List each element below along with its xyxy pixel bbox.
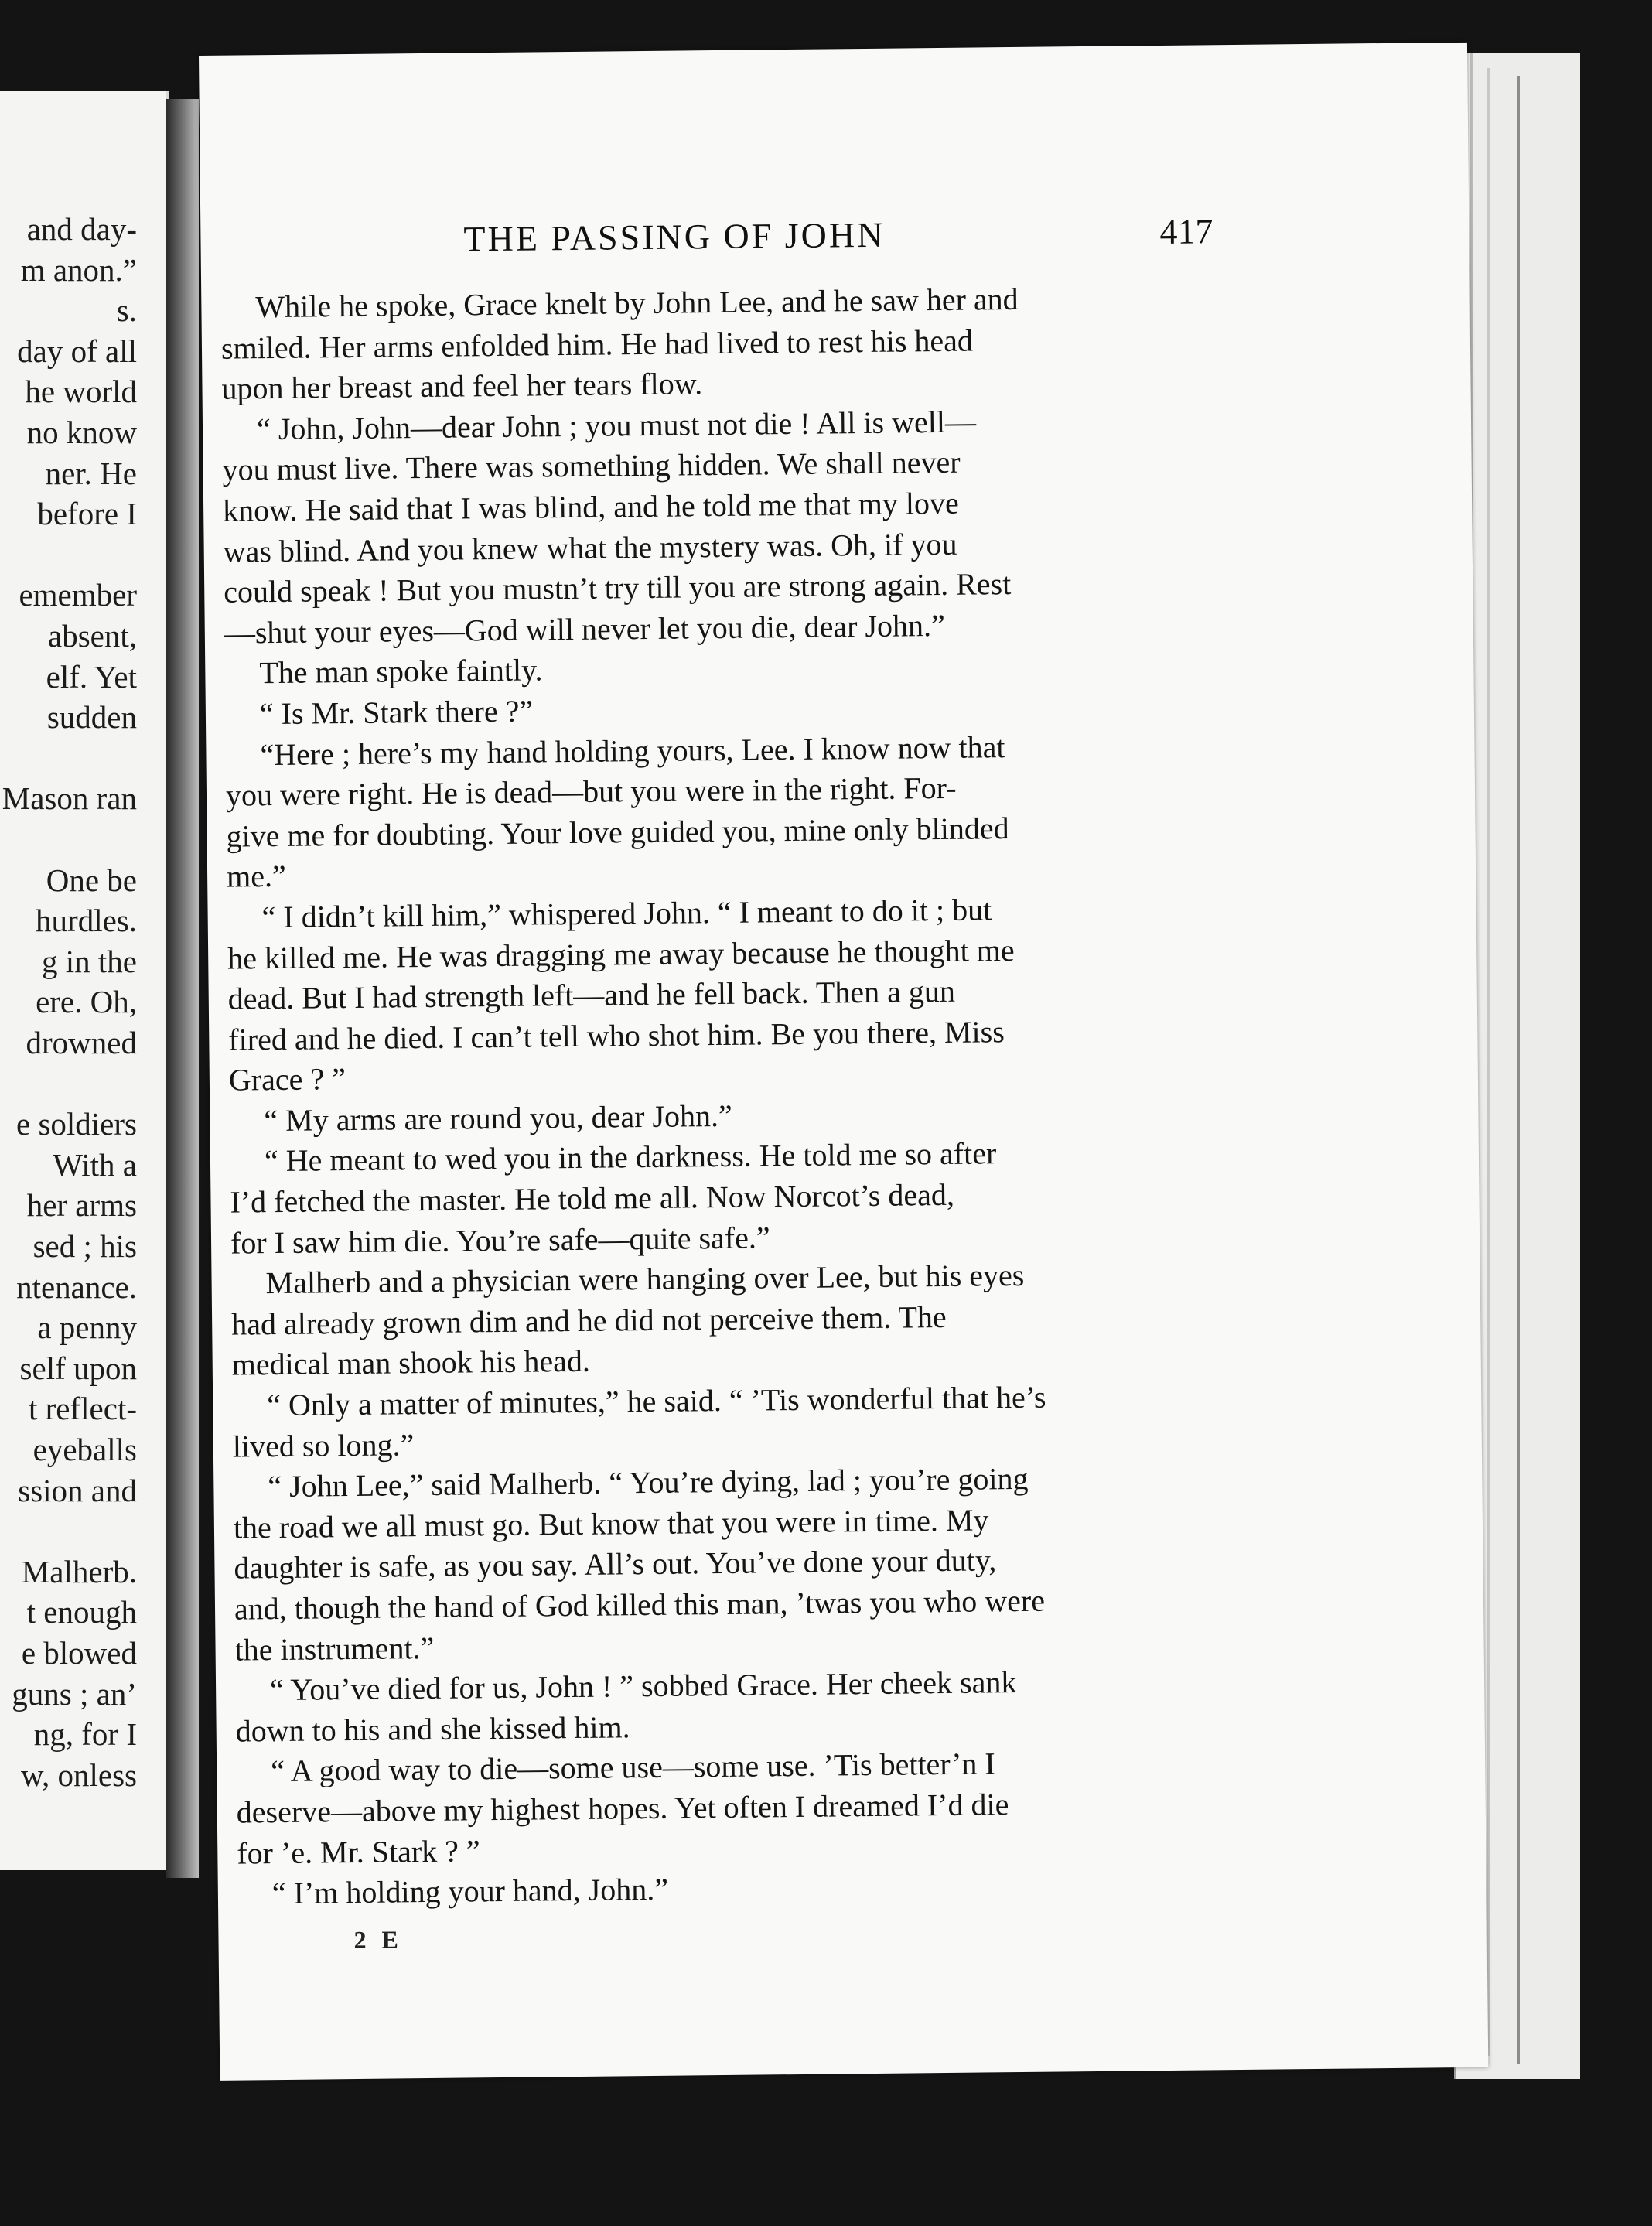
text-line: “ You’ve died for us, John ! ” sobbed Grace. Her cheek sank — [269, 1664, 1017, 1708]
left-page-line: t reflect- — [29, 1391, 137, 1427]
text-line: While he spoke, Grace knelt by John Lee, and he saw her and — [255, 281, 1019, 325]
text-line: “ John Lee,” said Malherb. “ You’re dying, lad ; you’re going — [268, 1461, 1029, 1504]
left-page-line: With a — [53, 1146, 137, 1183]
text-line: “ A good way to die—some use—some use. ’Tis better’n I — [270, 1746, 995, 1789]
text-line: Malherb and a physician were hanging over Lee, but his eyes — [265, 1258, 1025, 1301]
left-page-line: drowned — [26, 1025, 137, 1060]
text-line: me.” — [226, 859, 286, 894]
text-line: I’d fetched the master. He told me all. Now Norcot’s dead, — [230, 1176, 955, 1220]
left-page-line: g in the — [42, 943, 137, 979]
left-page-line: sudden — [46, 699, 137, 736]
text-line: —shut your eyes—God will never let you die, dear John.” — [224, 607, 946, 650]
text-line: the instrument.” — [234, 1630, 435, 1668]
left-page-line: ere. Oh, — [36, 984, 137, 1020]
left-page-line: and day- — [26, 211, 137, 247]
text-line: “ I’m holding your hand, John.” — [271, 1871, 669, 1911]
book-gutter — [166, 99, 199, 1878]
text-line: you were right. He is dead—but you were in the right. For- — [225, 770, 957, 813]
text-line: Grace ? ” — [228, 1061, 346, 1098]
left-page-line: no know — [26, 415, 137, 450]
text-line: “ He meant to wed you in the darkness. He told me so after — [264, 1135, 997, 1179]
text-line: The man spoke faintly. — [259, 652, 543, 691]
body-text — [220, 277, 1243, 1914]
signature-mark: 2 E — [353, 1925, 404, 1955]
page-header — [200, 208, 1469, 275]
left-page-line: guns ; an’ — [12, 1675, 137, 1712]
left-page-line: t enough — [26, 1594, 137, 1630]
text-line: “ John, John—dear John ; you must not die ! All is well— — [256, 404, 977, 447]
left-page-line: day of all — [17, 333, 137, 369]
text-line: medical man shook his head. — [231, 1343, 591, 1383]
page-number: 417 — [1159, 211, 1213, 252]
text-line: deserve—above my highest hopes. Yet often I dreamed I’d die — [236, 1787, 1009, 1830]
left-page-line: e blowed — [21, 1635, 137, 1671]
text-line: know. He said that I was blind, and he told me that my love — [222, 485, 960, 528]
text-line: “ Is Mr. Stark there ?” — [259, 693, 534, 732]
text-line: had already grown dim and he did not perceive them. The — [230, 1299, 947, 1342]
left-page-line: hurdles. — [36, 903, 137, 939]
text-line: lived so long.” — [232, 1426, 415, 1464]
text-line: for ’e. Mr. Stark ? ” — [237, 1832, 480, 1871]
text-line: he killed me. He was dragging me away because he thought me — [227, 932, 1015, 976]
left-page-line: elf. Yet — [46, 658, 137, 695]
text-line: “ My arms are round you, dear John.” — [264, 1098, 732, 1139]
left-page-line: absent, — [48, 618, 137, 654]
text-line: and, though the hand of God killed this man, ’twas you who were — [234, 1582, 1046, 1627]
text-line: give me for doubting. Your love guided you, mine only blinded — [226, 810, 1009, 854]
text-line: the road we all must go. But know that you were in time. My — [233, 1502, 989, 1545]
text-line: down to his and she kissed him. — [235, 1709, 630, 1749]
left-page-line: emember — [19, 577, 137, 613]
left-page-line: he world — [25, 374, 137, 410]
left-page-line: m anon.” — [20, 251, 137, 288]
left-page-line: before I — [37, 496, 137, 532]
left-page-line: e soldiers — [16, 1106, 137, 1142]
left-page-line: s. — [116, 292, 137, 329]
left-page-line: eyeballs — [32, 1432, 137, 1467]
book-page — [199, 43, 1488, 2081]
text-line: you must live. There was something hidden. We shall never — [222, 445, 961, 488]
text-line: smiled. Her arms enfolded him. He had lived to rest his head — [220, 323, 974, 366]
text-line: fired and he died. I can’t tell who shot him. Be you there, Miss — [228, 1013, 1005, 1057]
text-line: “ I didn’t kill him,” whispered John. “ I meant to do it ; but — [261, 892, 992, 935]
left-page-line: sed ; his — [32, 1228, 137, 1264]
left-page-line: ng, for I — [33, 1716, 137, 1753]
left-page-line: a penny — [37, 1309, 137, 1346]
left-page-line: ntenance. — [16, 1268, 137, 1305]
running-title: THE PASSING OF JOHN — [463, 214, 886, 259]
text-line: for I saw him die. You’re safe—quite safe.” — [230, 1220, 770, 1261]
text-line: was blind. And you knew what the mystery was. Oh, if you — [223, 526, 957, 569]
left-page-line: w, onless — [21, 1757, 137, 1793]
left-page-line: self upon — [19, 1350, 137, 1386]
text-line: “Here ; here’s my hand holding yours, Lee. I know now that — [260, 729, 1005, 772]
text-line: “ Only a matter of minutes,” he said. “ ’Tis wonderful that he’s — [267, 1379, 1046, 1423]
left-page-line: her arms — [26, 1187, 137, 1224]
text-line: dead. But I had strength left—and he fell back. Then a gun — [227, 973, 956, 1016]
left-page-fragment — [0, 91, 169, 1870]
left-page-line: One be — [46, 862, 137, 898]
left-page-line: Malherb. — [21, 1553, 137, 1589]
left-page-line: Mason ran — [2, 780, 137, 817]
left-page-line: ner. He — [45, 455, 137, 491]
text-line: daughter is safe, as you say. All’s out. You’ve done your duty, — [234, 1542, 997, 1586]
text-line: could speak ! But you mustn’t try till you are strong again. Rest — [224, 566, 1012, 609]
text-line: upon her breast and feel her tears flow. — [221, 366, 703, 406]
left-page-line: ssion and — [18, 1472, 137, 1508]
